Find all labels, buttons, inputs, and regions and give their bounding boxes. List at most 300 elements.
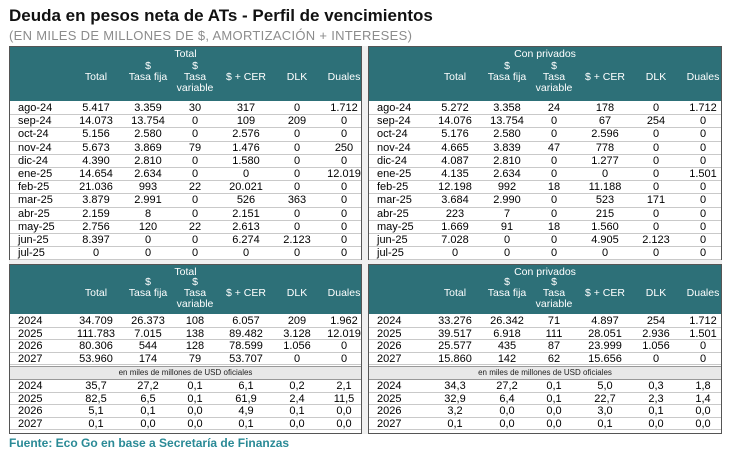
- table-cell: 142: [497, 352, 517, 365]
- table-cell: 33.276: [438, 315, 472, 327]
- table-cell: 0: [340, 194, 348, 207]
- table-cell: 0: [92, 247, 100, 260]
- usd-note: en miles de millones de USD oficiales: [10, 366, 361, 380]
- column-header-label: Tasa variable: [176, 287, 214, 310]
- table-cell: 0,1: [648, 405, 664, 417]
- column-header: [270, 61, 324, 83]
- table-cell: 5.673: [82, 141, 110, 154]
- row-label: 2026: [18, 405, 43, 417]
- column-header-label: DLK: [645, 71, 667, 83]
- table-cell: 0: [242, 167, 250, 180]
- table-cell: 1.712: [689, 315, 717, 327]
- table-cell: 13.754: [490, 115, 524, 128]
- table-cell: 0: [550, 167, 558, 180]
- table-row: [10, 168, 361, 181]
- table-cell: 91: [500, 220, 514, 233]
- column-header: [168, 61, 222, 94]
- table-cell: 12.198: [438, 181, 472, 194]
- table-body: [369, 315, 721, 365]
- table-cell: 0,0: [187, 417, 203, 430]
- table-cell: 4.897: [591, 315, 619, 327]
- table-cell: 0,2: [289, 380, 305, 392]
- table-row: [10, 234, 361, 247]
- table-cell: 2.991: [134, 194, 162, 207]
- table-cell: 3.879: [82, 194, 110, 207]
- column-header: [317, 61, 371, 83]
- column-header-symbol: $: [192, 60, 198, 72]
- table-row: [10, 115, 361, 128]
- table-cell: 2.810: [134, 154, 162, 167]
- column-header-label: $ + CER: [226, 287, 266, 299]
- column-header: [578, 61, 632, 83]
- table-row: [369, 234, 721, 247]
- table-cell: 0: [191, 247, 199, 260]
- table-row: [10, 247, 361, 260]
- table-cell: 0,0: [289, 417, 305, 430]
- table-cell: 2.159: [82, 207, 110, 220]
- row-label: 2025: [377, 327, 402, 340]
- table-cell: 0: [699, 194, 707, 207]
- table-cell: 0: [550, 194, 558, 207]
- row-label: abr-25: [18, 207, 50, 220]
- table-header: [369, 47, 721, 101]
- table-cell: 544: [138, 340, 158, 352]
- table-cell: 317: [236, 102, 256, 114]
- table-cell: 8.397: [82, 233, 110, 246]
- row-label: 2024: [377, 380, 402, 392]
- table-cell: 1.476: [232, 141, 260, 154]
- table-cell: 6,5: [140, 392, 156, 405]
- column-header-label: DLK: [286, 287, 308, 299]
- table-cell: 0,0: [499, 417, 515, 430]
- row-label: 2027: [18, 417, 43, 430]
- table-cell: 0: [699, 115, 707, 128]
- table-cell: 0,1: [447, 417, 463, 430]
- table-cell: 0,1: [187, 392, 203, 405]
- table-cell: 1.712: [330, 102, 358, 114]
- column-header-label: DLK: [286, 71, 308, 83]
- table-cell: 0: [652, 128, 660, 141]
- table-row: [10, 315, 361, 328]
- table-cell: 6,4: [499, 392, 515, 405]
- table-cell: 0: [699, 233, 707, 246]
- table-cell: 3.128: [283, 327, 311, 340]
- row-label: ene-25: [377, 167, 412, 180]
- table-cell: 78.599: [229, 340, 263, 352]
- row-label: oct-24: [18, 128, 49, 141]
- table-cell: 22: [188, 181, 202, 194]
- table-cell: 0: [144, 247, 152, 260]
- column-header-symbol: $: [504, 276, 510, 288]
- row-label: dic-24: [377, 154, 407, 167]
- table-cell: 5.417: [82, 102, 110, 114]
- row-label: mar-25: [377, 194, 412, 207]
- table-row: [10, 380, 361, 393]
- row-label: 2026: [377, 340, 402, 352]
- table-row: [10, 221, 361, 234]
- table-cell: 254: [646, 115, 666, 128]
- table-cell: 0: [144, 233, 152, 246]
- table-annual-private: [368, 264, 722, 434]
- column-header-label: Tasa variable: [176, 71, 214, 94]
- column-header: [428, 277, 482, 299]
- table-cell: 14.073: [79, 115, 113, 128]
- table-cell: 2.123: [283, 233, 311, 246]
- table-cell: 0: [503, 247, 511, 260]
- row-label: 2025: [18, 327, 43, 340]
- table-cell: 174: [138, 352, 158, 365]
- table-cell: 80.306: [79, 340, 113, 352]
- table-cell: 0: [550, 207, 558, 220]
- row-label: 2025: [377, 392, 402, 405]
- column-header-label: Total: [443, 71, 467, 83]
- table-cell: 5.176: [441, 128, 469, 141]
- column-header-symbol: $: [192, 276, 198, 288]
- column-header-symbol: $: [504, 60, 510, 72]
- table-cell: 108: [185, 315, 205, 327]
- column-header-label: Tasa fija: [487, 71, 527, 83]
- table-cell: 0: [340, 233, 348, 246]
- table-cell: 3,0: [597, 405, 613, 417]
- table-cell: 6.918: [493, 327, 521, 340]
- table-cell: 0,1: [238, 417, 254, 430]
- row-label: ene-25: [18, 167, 53, 180]
- table-cell: 2.580: [134, 128, 162, 141]
- table-cell: 13.754: [131, 115, 165, 128]
- table-cell: 0: [340, 207, 348, 220]
- table-cell: 0: [293, 154, 301, 167]
- table-cell: 2.596: [591, 128, 619, 141]
- table-row: [369, 102, 721, 115]
- table-cell: 128: [185, 340, 205, 352]
- table-cell: 4,9: [238, 405, 254, 417]
- group-title: Total: [174, 266, 197, 278]
- table-row: [369, 340, 721, 353]
- source-note: Fuente: Eco Go en base a Secretaría de Finanzas: [9, 436, 290, 450]
- table-cell: 0: [699, 128, 707, 141]
- table-cell: 1.056: [642, 340, 670, 352]
- table-cell: 0,1: [140, 405, 156, 417]
- table-cell: 1.501: [689, 327, 717, 340]
- column-header-label: Duales: [327, 287, 361, 299]
- table-row: [10, 181, 361, 194]
- table-row: [369, 168, 721, 181]
- table-cell: 0: [652, 102, 660, 114]
- table-cell: 20.021: [229, 181, 263, 194]
- table-cell: 53.960: [79, 352, 113, 365]
- table-cell: 0: [601, 167, 609, 180]
- table-cell: 0: [550, 115, 558, 128]
- table-cell: 21.036: [79, 181, 113, 194]
- row-label: sep-24: [377, 115, 411, 128]
- table-cell: 2,4: [289, 392, 305, 405]
- table-cell: 3.359: [134, 102, 162, 114]
- column-header: [629, 277, 683, 299]
- table-cell: 1.277: [591, 154, 619, 167]
- table-cell: 992: [497, 181, 517, 194]
- table-cell: 0: [191, 194, 199, 207]
- column-header: [676, 277, 730, 299]
- row-label: may-25: [377, 220, 414, 233]
- table-cell: 223: [445, 207, 465, 220]
- column-header-label: Total: [84, 287, 108, 299]
- table-cell: 1.560: [591, 220, 619, 233]
- table-cell: 4.390: [82, 154, 110, 167]
- table-row: [369, 155, 721, 168]
- table-row: [369, 380, 721, 393]
- column-header: [480, 61, 534, 83]
- table-cell: 0: [652, 207, 660, 220]
- table-cell: 0: [340, 115, 348, 128]
- row-label: sep-24: [18, 115, 52, 128]
- table-cell: 0: [699, 181, 707, 194]
- table-cell: 435: [497, 340, 517, 352]
- table-cell: 53.707: [229, 352, 263, 365]
- column-header-symbol: $: [551, 276, 557, 288]
- column-header: [527, 61, 581, 94]
- table-cell: 4.665: [441, 141, 469, 154]
- table-cell: 11,5: [333, 392, 355, 405]
- table-cell: 39.517: [438, 327, 472, 340]
- table-cell: 26.342: [490, 315, 524, 327]
- table-body: [10, 102, 361, 260]
- table-row: [369, 328, 721, 341]
- table-cell: 18: [547, 220, 561, 233]
- table-cell: 0: [601, 247, 609, 260]
- table-cell: 7.015: [134, 327, 162, 340]
- table-header: [10, 265, 361, 314]
- column-header: [676, 61, 730, 83]
- table-monthly-total: [9, 46, 362, 260]
- table-cell: 0: [191, 115, 199, 128]
- table-cell: 1.962: [330, 315, 358, 327]
- table-cell: 0: [699, 352, 707, 365]
- table-cell: 34.709: [79, 315, 113, 327]
- table-cell: 0: [699, 154, 707, 167]
- table-cell: 111: [545, 327, 563, 340]
- column-header: [527, 277, 581, 310]
- table-cell: 2.576: [232, 128, 260, 141]
- table-cell: 993: [138, 181, 158, 194]
- table-cell: 2,1: [336, 380, 352, 392]
- row-label: 2027: [377, 352, 402, 365]
- table-cell: 12.019: [327, 327, 361, 340]
- table-row: [10, 405, 361, 418]
- table-cell: 7: [503, 207, 511, 220]
- column-header: [69, 277, 123, 299]
- table-cell: 250: [334, 141, 354, 154]
- table-cell: 2.634: [493, 167, 521, 180]
- table-row: [10, 353, 361, 366]
- table-monthly-private: [368, 46, 722, 260]
- table-cell: 27,2: [137, 380, 159, 392]
- table-header: [369, 265, 721, 314]
- table-body-usd: [369, 380, 721, 430]
- table-cell: 178: [595, 102, 615, 114]
- row-label: jul-25: [18, 247, 45, 260]
- table-cell: 0: [451, 247, 459, 260]
- table-cell: 0: [550, 233, 558, 246]
- table-cell: 0: [340, 128, 348, 141]
- column-header: [69, 61, 123, 83]
- table-cell: 24: [547, 102, 561, 114]
- row-label: oct-24: [377, 128, 408, 141]
- table-cell: 0,0: [695, 417, 711, 430]
- row-label: may-25: [18, 220, 55, 233]
- table-cell: 363: [287, 194, 307, 207]
- column-header: [219, 61, 273, 83]
- table-cell: 26.373: [131, 315, 165, 327]
- table-cell: 2.123: [642, 233, 670, 246]
- table-cell: 0,0: [336, 405, 352, 417]
- table-cell: 171: [646, 194, 666, 207]
- table-row: [10, 340, 361, 353]
- table-cell: 0: [699, 207, 707, 220]
- table-cell: 1.501: [689, 167, 717, 180]
- table-cell: 215: [595, 207, 615, 220]
- table-cell: 2.580: [493, 128, 521, 141]
- table-body: [369, 102, 721, 260]
- table-cell: 526: [236, 194, 256, 207]
- table-row: [369, 142, 721, 155]
- table-cell: 0: [340, 154, 348, 167]
- table-cell: 0: [652, 352, 660, 365]
- column-header-label: Duales: [686, 71, 720, 83]
- table-cell: 2.990: [493, 194, 521, 207]
- table-cell: 15.860: [438, 352, 472, 365]
- table-cell: 0: [550, 154, 558, 167]
- table-cell: 0,0: [546, 417, 562, 430]
- row-label: abr-25: [377, 207, 409, 220]
- table-row: [369, 194, 721, 207]
- table-cell: 254: [646, 315, 666, 327]
- table-cell: 3.684: [441, 194, 469, 207]
- table-cell: 0: [699, 340, 707, 352]
- table-row: [369, 418, 721, 431]
- table-cell: 1,8: [695, 380, 711, 392]
- row-label: 2025: [18, 392, 43, 405]
- row-label: 2024: [18, 315, 43, 327]
- table-row: [369, 128, 721, 141]
- table-cell: 0,0: [546, 405, 562, 417]
- column-header: [480, 277, 534, 299]
- row-label: ago-24: [18, 102, 53, 114]
- table-cell: 0,1: [546, 380, 562, 392]
- table-cell: 0: [699, 141, 707, 154]
- table-cell: 0: [242, 247, 250, 260]
- table-row: [10, 208, 361, 221]
- table-row: [369, 315, 721, 328]
- table-cell: 0: [293, 220, 301, 233]
- table-cell: 111.783: [76, 327, 116, 340]
- table-cell: 1,4: [695, 392, 711, 405]
- table-cell: 3.869: [134, 141, 162, 154]
- column-header-label: $ + CER: [585, 287, 625, 299]
- table-cell: 7.028: [441, 233, 469, 246]
- table-cell: 2.756: [82, 220, 110, 233]
- table-row: [369, 353, 721, 366]
- table-row: [369, 221, 721, 234]
- column-header: [270, 277, 324, 299]
- table-cell: 0: [293, 128, 301, 141]
- table-cell: 0: [340, 247, 348, 260]
- row-label: feb-25: [18, 181, 50, 194]
- table-cell: 0: [652, 167, 660, 180]
- column-header-label: Total: [443, 287, 467, 299]
- table-cell: 209: [287, 315, 307, 327]
- column-header: [428, 61, 482, 83]
- column-header-label: $ + CER: [226, 71, 266, 83]
- row-label: jun-25: [18, 233, 49, 246]
- table-cell: 0: [191, 233, 199, 246]
- table-cell: 5.272: [441, 102, 469, 114]
- group-title: Total: [174, 48, 197, 60]
- table-cell: 14.654: [79, 167, 113, 180]
- table-cell: 2.613: [232, 220, 260, 233]
- row-label: ago-24: [377, 102, 412, 114]
- table-cell: 89.482: [229, 327, 263, 340]
- table-row: [369, 208, 721, 221]
- table-cell: 0: [652, 154, 660, 167]
- table-cell: 1.056: [283, 340, 311, 352]
- table-cell: 27,2: [496, 380, 518, 392]
- row-label: nov-24: [377, 141, 411, 154]
- table-cell: 23.999: [588, 340, 622, 352]
- column-header-label: Duales: [686, 287, 720, 299]
- table-row: [10, 102, 361, 115]
- table-cell: 61,9: [235, 392, 257, 405]
- column-header-label: DLK: [645, 287, 667, 299]
- column-header-label: Total: [84, 71, 108, 83]
- table-row: [10, 128, 361, 141]
- row-label: 2027: [377, 417, 402, 430]
- table-cell: 47: [547, 141, 561, 154]
- table-cell: 32,9: [444, 392, 466, 405]
- table-cell: 0,1: [546, 392, 562, 405]
- table-cell: 523: [595, 194, 615, 207]
- table-cell: 0: [503, 233, 511, 246]
- table-cell: 6.274: [232, 233, 260, 246]
- row-label: mar-25: [18, 194, 53, 207]
- column-header-label: Tasa fija: [128, 71, 168, 83]
- table-cell: 15.656: [588, 352, 622, 365]
- table-cell: 0,0: [140, 417, 156, 430]
- table-cell: 6.057: [232, 315, 260, 327]
- table-cell: 0: [191, 167, 199, 180]
- table-cell: 34,3: [444, 380, 466, 392]
- table-cell: 0: [652, 220, 660, 233]
- table-cell: 28.051: [588, 327, 622, 340]
- column-header: [168, 277, 222, 310]
- table-cell: 11.188: [588, 181, 622, 194]
- table-cell: 67: [598, 115, 612, 128]
- row-label: jun-25: [377, 233, 408, 246]
- column-header: [629, 61, 683, 83]
- column-header-label: $ + CER: [585, 71, 625, 83]
- column-header-label: Tasa fija: [487, 287, 527, 299]
- table-cell: 5.156: [82, 128, 110, 141]
- table-body: [10, 315, 361, 365]
- column-header-label: Tasa fija: [128, 287, 168, 299]
- table-cell: 18: [547, 181, 561, 194]
- column-header-symbol: $: [551, 60, 557, 72]
- table-row: [369, 247, 721, 260]
- column-header-symbol: $: [145, 60, 151, 72]
- table-cell: 1.669: [441, 220, 469, 233]
- row-label: 2024: [18, 380, 43, 392]
- table-row: [10, 155, 361, 168]
- table-cell: 12.019: [327, 167, 361, 180]
